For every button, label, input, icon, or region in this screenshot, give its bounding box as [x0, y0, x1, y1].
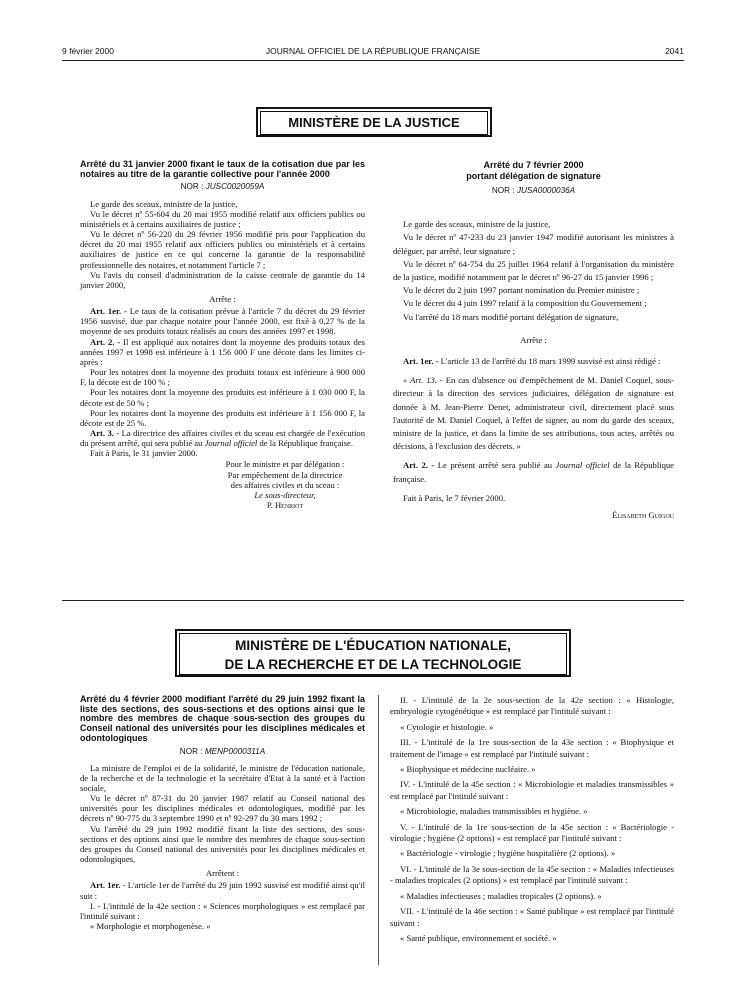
arrete-delegation-signature: [393, 160, 674, 522]
article-label: Art. 1er. -: [403, 355, 439, 366]
preamble-para: La ministre de l'emploi et de la solidarité, le ministre de l'éducation nationale, de la recherche et de la technologie et la secrétaire d'Etat à la santé et à l'action sociale,: [80, 762, 365, 793]
header-date: 9 février 2000: [62, 46, 114, 56]
arrete-title: Arrêté du 4 février 2000 modifiant l'arrêté du 29 juin 1992 fixant la liste des sections, des sous-sections et des options ainsi que le nombre des membres de chaque sous-section des groupes du Conseil national des universités pour les disciplines médicales et odontologiques: [80, 694, 365, 743]
preamble-para: Le garde des sceaux, ministre de la justice,: [403, 219, 551, 230]
ministry-justice-heading: [256, 107, 492, 137]
item-i-quote: « Morphologie et morphogenèse. »: [90, 921, 211, 932]
signatory-name: P. Henriot: [266, 500, 304, 511]
preamble-para: Vu le décret nº 55-604 du 20 mai 1955 modifié relatif aux officiers publics ou ministériels et à certains auxiliaires de justice ;: [80, 208, 365, 229]
fait-a-paris: Fait à Paris, le 31 janvier 2000.: [90, 448, 198, 459]
ministry-justice-label: MINISTÈRE DE LA JUSTICE: [260, 111, 488, 135]
item-vi: VI. - L'intitulé de la 3e sous-section de la 45e section : « Maladies infectieuses - maladies tropicales (2 options) » est remplacé par l'intitulé suivant :: [390, 863, 674, 886]
article-1: [393, 355, 674, 368]
item-iii: III. - L'intitulé de la 1re sous-section de la 43e section : « Biophysique et traitement de l'image » est remplacé par l'intitulé suivant :: [390, 737, 674, 759]
ministry-education-heading: [175, 629, 571, 677]
arrete-keyword: Arrêtent :: [205, 868, 240, 879]
article-text: Il est appliqué aux notaires dont la moyenne des produits totaux des années 1997 et 1998 est inférieure à 1 156 000 F une décote dans les limites ci-après :: [80, 336, 365, 367]
journal-officiel-ref: Journal officiel: [555, 460, 610, 471]
item-iv: IV. - L'intitulé de la 45e section : « Microbiologie et maladies transmissibles » est remplacé par l'intitulé suivant :: [390, 779, 674, 801]
arrete-keyword: Arrête :: [520, 334, 547, 345]
column-divider: [378, 695, 379, 965]
signature-line: Par empêchement de la directrice: [227, 469, 343, 480]
preamble-para: Vu le décret du 2 juin 1997 portant nomination du Premier ministre ;: [403, 285, 640, 296]
item-iv-quote: « Microbiologie, maladies transmissibles et hygiène. »: [400, 806, 588, 817]
item-v-quote: « Bactériologie - virologie ; hygiène hospitalière (2 options). »: [400, 848, 616, 859]
ministry-education-line-1: MINISTÈRE DE L'ÉDUCATION NATIONALE,: [235, 638, 511, 653]
article-1: [80, 306, 365, 336]
article-2: [393, 459, 674, 485]
header-rule: [62, 60, 684, 61]
arrete-keyword: Arrête :: [209, 293, 236, 304]
article-label: Art. 1er. -: [90, 306, 127, 317]
decote-item: Pour les notaires dont la moyenne des produits totaux est inférieure à 900 000 F, la décote est de 100 % ;: [80, 367, 365, 388]
arrete-cnu-sections: [80, 695, 365, 931]
journal-officiel-ref: Journal officiel: [204, 438, 258, 449]
article-text: Le présent arrêté sera publié au: [434, 460, 556, 471]
article-3: [80, 428, 365, 448]
preamble-para: Vu l'arrêté du 18 mars modifié portant délégation de signature,: [403, 311, 619, 322]
signatory-role: Le sous-directeur,: [254, 489, 316, 500]
nor-code: JUSA0000036A: [516, 186, 576, 195]
item-vi-quote: « Maladies infectieuses ; maladies tropicales (2 options). »: [400, 890, 602, 901]
article-label: Art. 3. -: [90, 428, 120, 438]
signatory-name: Élisabeth Guigou: [612, 510, 674, 521]
arrete-title: Arrêté du 31 janvier 2000 fixant le taux de la cotisation due par les notaires au titre de la garantie collective pour l'année 2000: [80, 159, 365, 179]
nor-reference: [80, 182, 365, 192]
item-iii-quote: « Biophysique et médecine nucléaire. »: [400, 764, 536, 775]
nor-label: NOR :: [491, 186, 517, 195]
item-ii: II. - L'intitulé de la 2e sous-section de la 42e section : « Histologie, embryologie cytogénétique » est remplacé par l'intitulé suivant :: [390, 695, 674, 717]
preamble-para: Vu le décret nº 87-31 du 20 janvier 1987 relatif au Conseil national des universités pour les disciplines médicales et odontologiques, modifié par les décrets nº 90-775 du 3 septembre 1990 et nº 92-297 du 30 mars 1992 ;: [80, 793, 365, 824]
article-label: « Art. 13. -: [403, 375, 443, 386]
nor-code: JUSC0020059A: [205, 182, 265, 192]
article-text: de la République française.: [393, 460, 674, 484]
article-label: Art. 2. -: [403, 460, 435, 471]
item-vii: VII. - L'intitulé de la 46e section : « Santé publique » est remplacé par l'intitulé suivant :: [390, 906, 674, 928]
article-label: Art. 2. -: [90, 336, 121, 347]
signature-line: des affaires civiles et du sceau :: [230, 479, 340, 490]
preamble-para: Vu le décret nº 47-233 du 23 janvier 1947 modifié autorisant les ministres à déléguer, par arrêté, leur signature ;: [393, 232, 674, 256]
article-text: L'article 13 de l'arrêté du 18 mars 1999 susvisé est ainsi rédigé :: [438, 355, 661, 366]
article-2: [80, 337, 365, 367]
nor-reference: [393, 186, 674, 196]
nor-code: MENP0000311A: [204, 746, 266, 756]
article-text: En cas d'absence ou d'empêchement de M. Daniel Coquel, sous-directeur à la direction des services judiciaires, délégation de signature est donnée à M. Jean-Pierre Denet, administrateur civil, directement placé sous l'autorité de M. Daniel Coquel, à l'effet de signer, au nom du garde des sceaux, ministre de la justice, et dans la limite de ses attributions, tous actes, arrêtés ou décisions, à l'exclusion des décrets. »: [393, 375, 674, 452]
nor-label: NOR :: [180, 182, 206, 192]
signature-line: Pour le ministre et par délégation :: [225, 459, 345, 470]
header-page-number: 2041: [665, 46, 684, 56]
arrete-title: Arrêté du 7 février 2000: [483, 160, 584, 170]
preamble-para: Vu le décret du 4 juin 1997 relatif à la composition du Gouvernement ;: [403, 298, 647, 309]
preamble-para: Vu l'arrêté du 29 juin 1992 modifié fixant la liste des sections, des sous-sections et des options ainsi que le nombre des membres de chaque sous-section des groupes du Conseil national des universités pour les disciplines médicales et odontologiques,: [80, 823, 365, 865]
preamble-para: Vu l'avis du conseil d'administration de la caisse centrale de garantie du 14 janvier 2000,: [80, 269, 365, 290]
ministry-education-box: [179, 633, 567, 675]
item-i: I. - L'intitulé de la 42e section : « Sciences morphologiques » est remplacé par l'intitulé suivant :: [80, 900, 365, 921]
nor-reference: [80, 747, 365, 757]
fait-a-paris: Fait à Paris, le 7 février 2000.: [403, 492, 506, 503]
article-label: Art. 1er. -: [90, 880, 126, 891]
signature-block: [205, 459, 365, 510]
header-journal-title: JOURNAL OFFICIEL DE LA RÉPUBLIQUE FRANÇAISE: [265, 46, 481, 56]
article-text: La directrice des affaires civiles et du sceau est chargée de l'exécution du présent arrêté, qui sera publié au: [80, 428, 365, 449]
article-13-quote: [393, 374, 674, 453]
running-header: [62, 46, 684, 60]
preamble-para: Vu le décret nº 56-220 du 29 février 1956 modifié pris pour l'application du décret du 20 mai 1955 relatif aux officiers publics ou ministériels et à certains auxiliaires de justice en ce qui concerne la garantie de la responsabilité professionnelle des notaires, et notamment l'article 7 ;: [80, 229, 365, 270]
ministry-education-line-2: DE LA RECHERCHE ET DE LA TECHNOLOGIE: [224, 657, 522, 672]
decote-item: Pour les notaires dont la moyenne des produits est inférieure à 1 030 000 F, la décote est de 50 % ;: [80, 387, 365, 408]
item-v: V. - L'intitulé de la 1re sous-section de la 45e section : « Bactériologie - virologie ; hygiène (2 options) » est remplacé par l'intitulé suivant :: [390, 821, 674, 844]
section-rule: [62, 600, 684, 601]
article-text: de la République française.: [257, 438, 353, 449]
article-1: [80, 880, 365, 900]
arrete-cnu-sections-continued: [390, 695, 674, 944]
preamble-para: Le garde des sceaux, ministre de la justice,: [90, 198, 238, 209]
arrete-subtitle: portant délégation de signature: [466, 170, 601, 181]
arrete-cotisation-notaires: [80, 160, 365, 510]
preamble-para: Vu le décret nº 64-754 du 25 juillet 1964 relatif à l'organisation du ministère de la justice, modifié notamment par le décret nº 96-27 du 15 janvier 1996 ;: [393, 258, 674, 282]
item-ii-quote: « Cytologie et histologie. »: [400, 721, 494, 732]
decote-item: Pour les notaires dont la moyenne des produits est inférieure à 1 156 000 F, la décote est de 25 %.: [80, 407, 365, 428]
nor-label: NOR :: [179, 746, 205, 756]
article-text: L'article 1er de l'arrêté du 29 juin 1992 susvisé est modifié ainsi qu'il suit :: [80, 880, 365, 901]
article-text: Le taux de la cotisation prévue à l'article 7 du décret du 29 février 1956 susvisé, due par chaque notaire pour l'année 2000, est fixé à 0,27 % de la moyenne de ses produits totaux réalisés au cours des années 1997 et 1998.: [80, 306, 365, 337]
item-vii-quote: « Santé publique, environnement et société. »: [400, 932, 557, 943]
